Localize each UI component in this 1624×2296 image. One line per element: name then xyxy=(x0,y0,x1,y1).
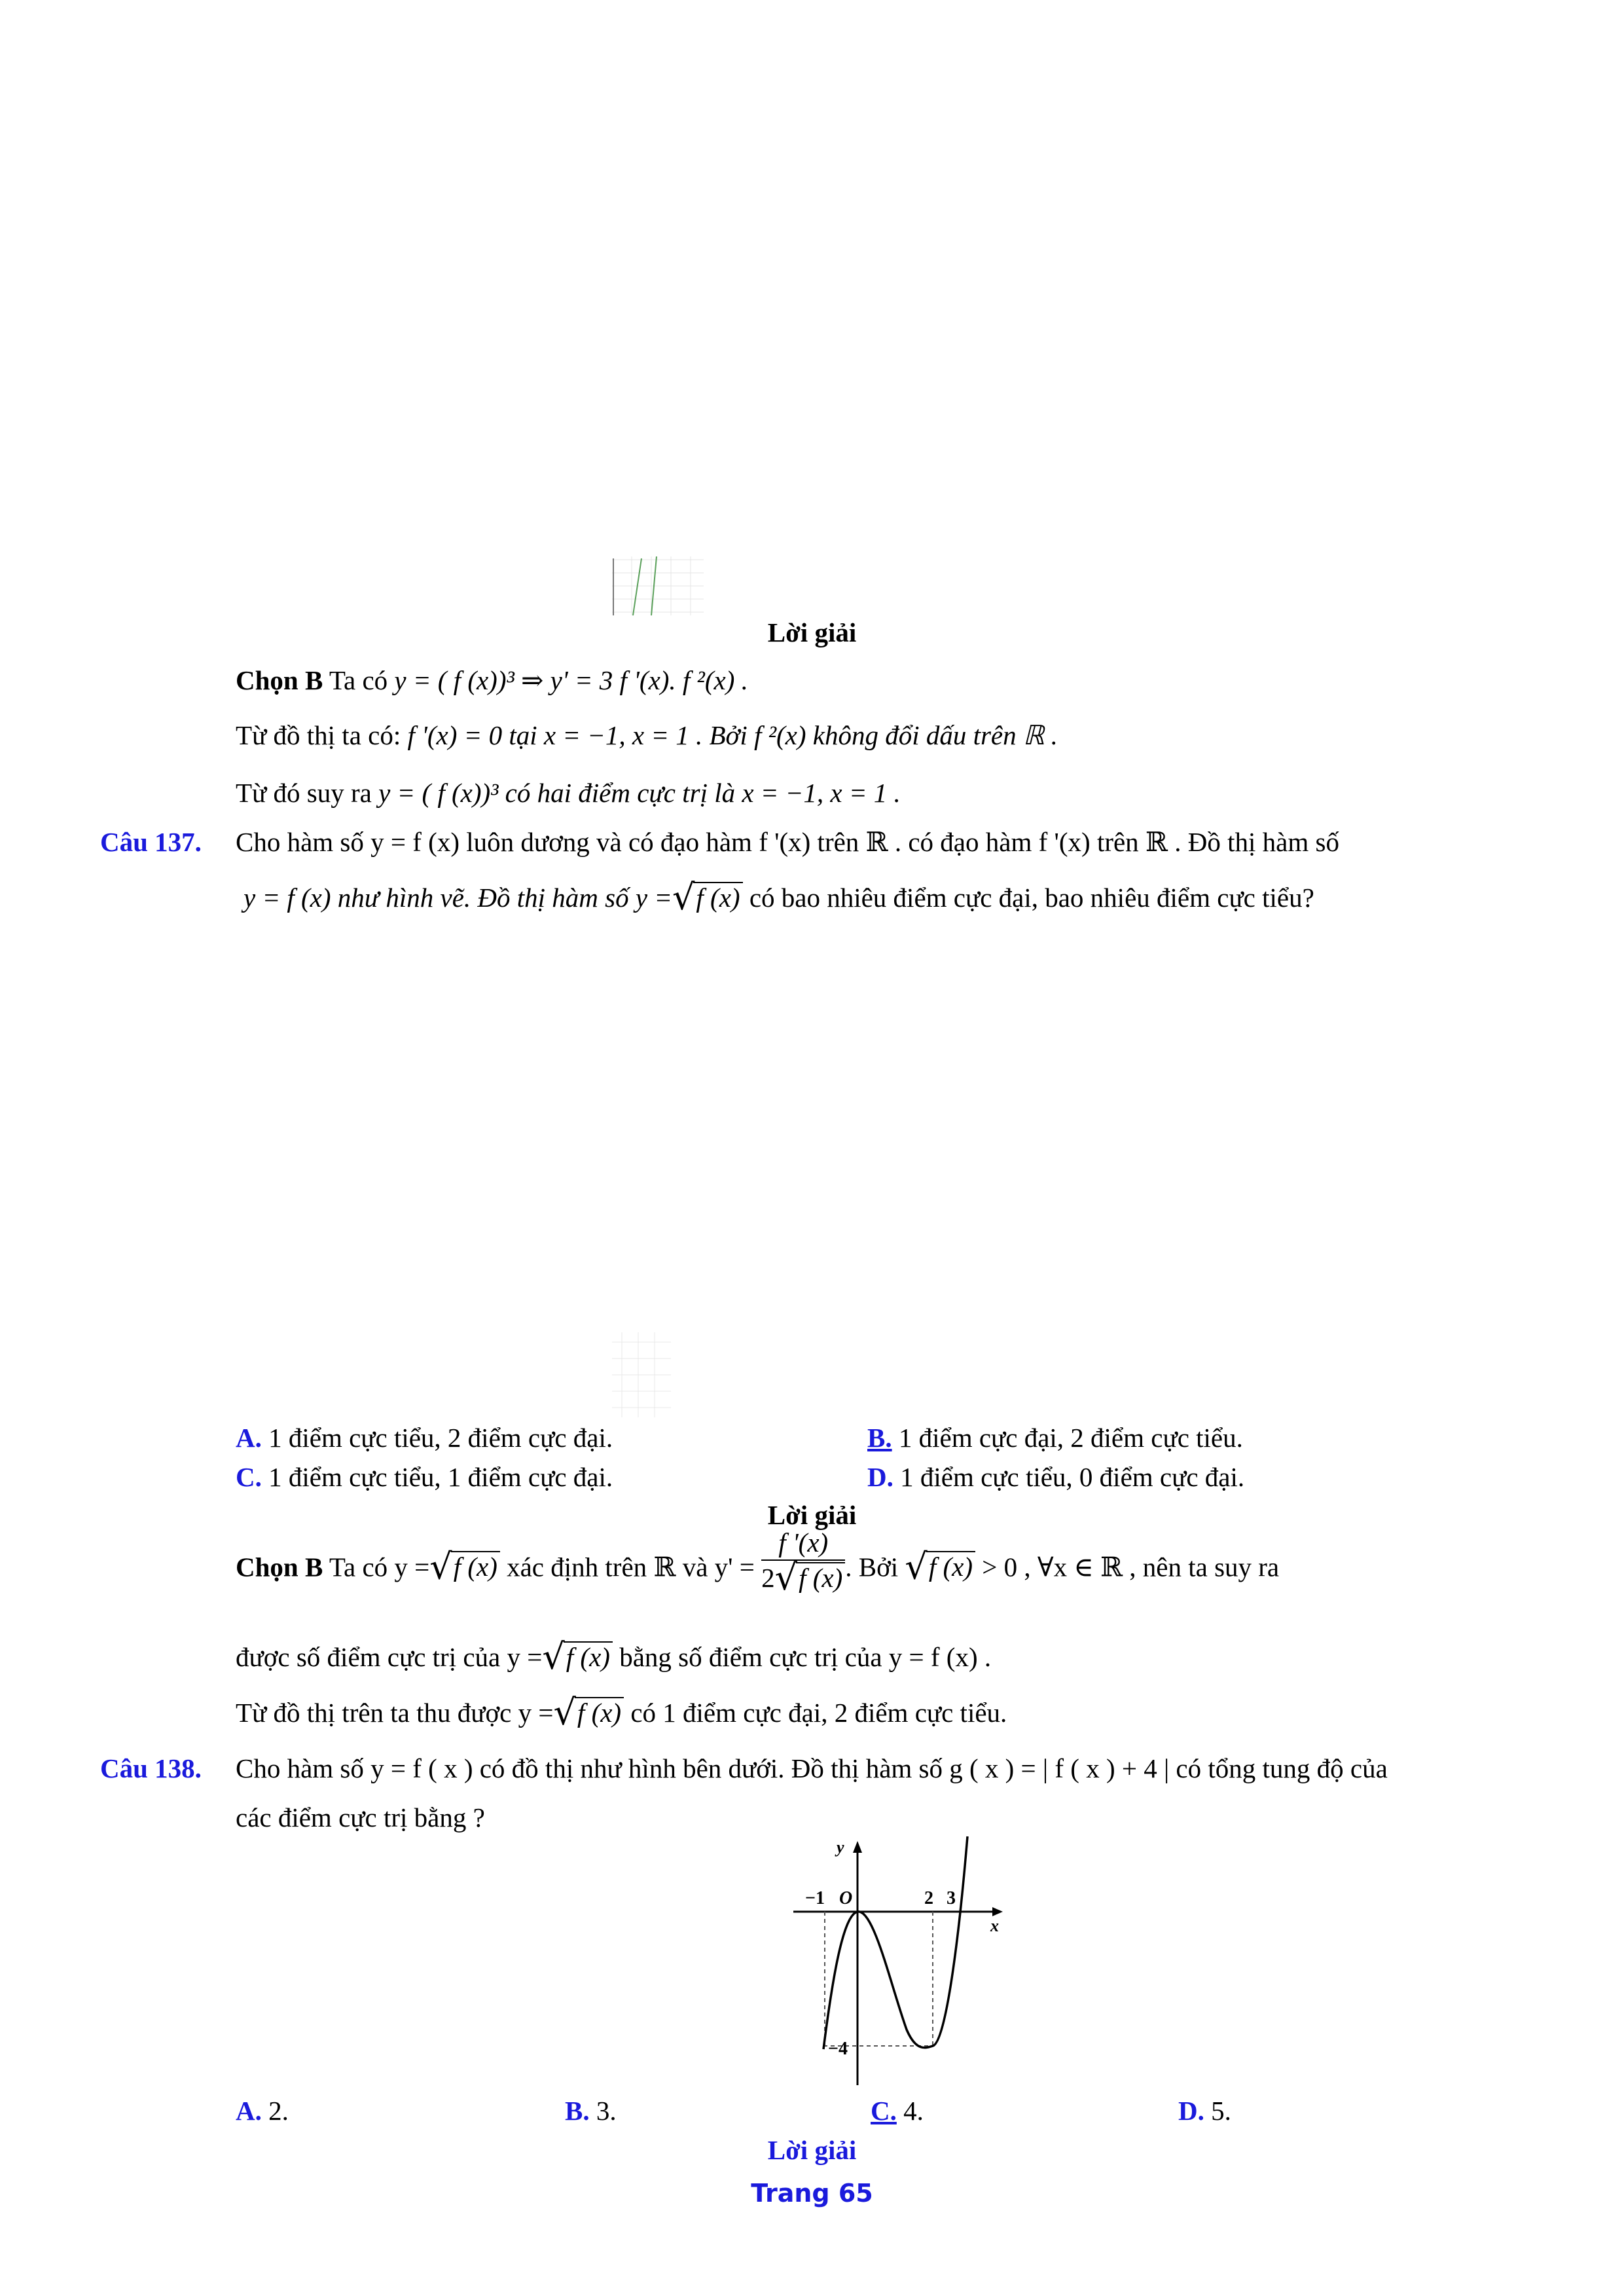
option-c-137[interactable] xyxy=(236,1460,613,1494)
sqrt-sign: √ xyxy=(429,1546,452,1588)
origin-label: O xyxy=(839,1888,853,1908)
solution-137-line-2 xyxy=(236,1636,992,1677)
solution-text: Từ đồ thị trên ta thu được y = xyxy=(236,1698,554,1728)
fraction-numerator: f '(x) xyxy=(761,1525,845,1561)
solution-text: > 0 , ∀x ∈ ℝ , nên ta suy ra xyxy=(975,1552,1280,1582)
radicand: f (x) xyxy=(451,1551,500,1581)
sqrt-sign: √ xyxy=(672,877,695,918)
option-letter: B. xyxy=(867,1423,892,1453)
x-axis-arrow xyxy=(992,1907,1003,1916)
math-expression: f '(x) = 0 tại x = −1, x = 1 . Bởi f ²(x) không đổi dấu trên ℝ . xyxy=(407,720,1058,750)
sqrt-sign: √ xyxy=(905,1546,928,1588)
fraction xyxy=(761,1525,845,1598)
option-text: 5. xyxy=(1211,2096,1231,2126)
question-138-label: Câu 138. xyxy=(100,1753,202,1783)
solution-text: được số điểm cực trị của y = xyxy=(236,1642,543,1672)
solution-text: xác định trên ℝ và y' = xyxy=(499,1552,755,1582)
option-text: 1 điểm cực đại, 2 điểm cực tiểu. xyxy=(898,1423,1243,1453)
option-a-137[interactable] xyxy=(236,1421,613,1455)
option-d-138[interactable] xyxy=(1178,2094,1231,2128)
solution-text: có 1 điểm cực đại, 2 điểm cực tiểu. xyxy=(624,1698,1007,1728)
option-letter: D. xyxy=(1178,2096,1204,2126)
option-b-137[interactable] xyxy=(867,1421,1243,1455)
option-letter: D. xyxy=(867,1462,893,1492)
solution-heading-137: Lời giải xyxy=(767,1500,857,1530)
chosen-answer-label: Chọn B xyxy=(236,1552,323,1582)
option-a-138[interactable] xyxy=(236,2094,289,2128)
function-graph xyxy=(792,1833,1008,2088)
radicand: f (x) xyxy=(693,882,742,912)
sqrt-sign: √ xyxy=(774,1557,798,1598)
solution-136-line-2 xyxy=(236,718,1058,752)
option-letter: C. xyxy=(236,1462,262,1492)
option-b-138[interactable] xyxy=(565,2094,617,2128)
x-axis-label: x xyxy=(990,1916,999,1935)
option-text: 4. xyxy=(903,2096,924,2126)
option-text: 3. xyxy=(596,2096,617,2126)
option-letter: A. xyxy=(236,2096,262,2126)
radicand: f (x) xyxy=(564,1641,613,1671)
solution-text: bằng số điểm cực trị của y = f (x) . xyxy=(612,1642,992,1672)
tick-label-neg4: −4 xyxy=(828,2039,848,2059)
option-letter: A. xyxy=(236,1423,262,1453)
fraction-denominator xyxy=(761,1557,845,1598)
option-d-137[interactable] xyxy=(867,1460,1244,1494)
solution-136-line-1 xyxy=(236,663,748,697)
solution-137-line-3 xyxy=(236,1692,1007,1733)
sqrt-sign: √ xyxy=(553,1692,576,1733)
solution-text: . Bởi xyxy=(845,1552,899,1582)
solution-heading-138: Lời giải xyxy=(767,2135,857,2165)
y-axis-label: y xyxy=(837,1838,844,1857)
solution-text: Từ đó suy ra xyxy=(236,778,372,808)
graph-thumbnail-2 xyxy=(612,1332,671,1417)
question-137-line-1: Cho hàm số y = f (x) luôn dương và có đạo hàm f '(x) trên ℝ . có đạo hàm f '(x) trên ℝ . Đồ thị hàm số xyxy=(236,827,1339,857)
page-number: Trang 65 xyxy=(751,2179,873,2208)
radicand: f (x) xyxy=(926,1551,975,1581)
option-letter: B. xyxy=(565,2096,590,2126)
radicand: f (x) xyxy=(575,1697,624,1727)
y-axis-arrow xyxy=(853,1841,862,1853)
solution-heading-136: Lời giải xyxy=(767,617,857,647)
tick-label-neg1: −1 xyxy=(805,1888,825,1908)
solution-137-line-1 xyxy=(236,1527,1280,1598)
question-137-label: Câu 137. xyxy=(100,827,202,857)
denominator-coefficient: 2 xyxy=(761,1563,775,1593)
question-138-line-1: Cho hàm số y = f ( x ) có đồ thị như hình bên dưới. Đồ thị hàm số g ( x ) = | f ( x ) + 4 | có tổng tung độ của xyxy=(236,1753,1388,1783)
tick-label-3: 3 xyxy=(947,1888,956,1908)
option-text: 2. xyxy=(268,2096,289,2126)
question-text: có bao nhiêu điểm cực đại, bao nhiêu điểm cực tiểu? xyxy=(742,883,1314,913)
option-text: 1 điểm cực tiểu, 0 điểm cực đại. xyxy=(900,1462,1245,1492)
graph-thumbnail-1 xyxy=(605,553,710,619)
solution-text: Từ đồ thị ta có: xyxy=(236,720,401,750)
solution-136-line-3 xyxy=(236,776,901,810)
question-text: y = f (x) như hình vẽ. Đồ thị hàm số y = xyxy=(244,883,672,913)
option-text: 1 điểm cực tiểu, 2 điểm cực đại. xyxy=(268,1423,613,1453)
math-expression: y = ( f (x))³ có hai điểm cực trị là x = −1, x = 1 . xyxy=(378,778,901,808)
question-137-line-2 xyxy=(244,877,1314,918)
function-curve xyxy=(823,1836,967,2049)
solution-text: Ta có y = xyxy=(329,1552,430,1582)
chosen-answer-label: Chọn B xyxy=(236,665,323,695)
option-text: 1 điểm cực tiểu, 1 điểm cực đại. xyxy=(268,1462,613,1492)
option-letter: C. xyxy=(871,2096,897,2126)
math-expression: y = ( f (x))³ ⇒ y' = 3 f '(x). f ²(x) . xyxy=(394,665,748,695)
question-138-line-2: các điểm cực trị bằng ? xyxy=(236,1802,485,1832)
solution-text: Ta có xyxy=(329,665,388,695)
option-c-138[interactable] xyxy=(871,2094,924,2128)
tick-label-2: 2 xyxy=(924,1888,933,1908)
radicand: f (x) xyxy=(796,1562,845,1592)
sqrt-sign: √ xyxy=(542,1636,565,1677)
